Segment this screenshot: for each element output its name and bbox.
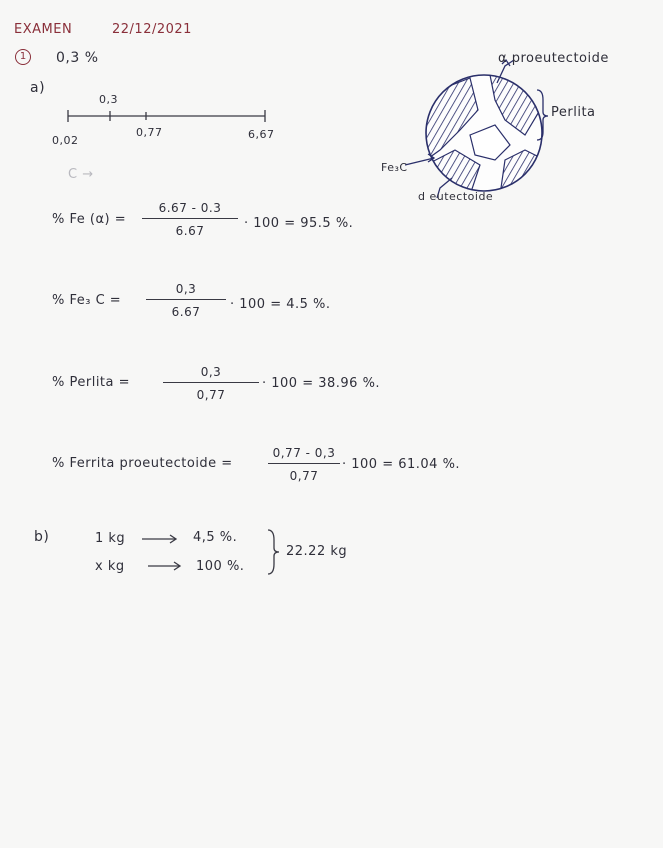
axis-label-end: 6,67 [248,128,275,141]
part-b-label: b) [34,529,50,545]
axis-label-mid: 0,77 [136,126,163,139]
alpha-proeutectoid-label: α proeutectoide [498,51,609,66]
fe-alpha-denominator: 6.67 [175,224,205,238]
fe3c-lhs: % Fe₃ C = [52,293,122,308]
fe-alpha-result: · 100 = 95.5 %. [244,216,354,231]
part-a-label: a) [30,80,46,96]
exam-title: EXAMEN [14,22,73,37]
fe-alpha-lhs: % Fe (α) = [52,212,127,227]
exam-date: 22/12/2021 [112,22,192,37]
fe-alpha-numerator: 6.67 - 0.3 [158,201,222,215]
perlita-label: Perlita [551,105,596,120]
axis-label-start: 0,02 [52,134,79,147]
fe3c-label: Fe₃C [381,161,408,174]
carbon-arrow-note: C → [68,167,94,182]
ferrita-result: · 100 = 61.04 %. [342,457,461,472]
deutectoid-label: d eutectoide [418,190,494,203]
perlita-denominator: 0,77 [196,388,226,402]
perlita-lhs: % Perlita = [52,375,131,390]
perlita-numerator: 0,3 [200,365,222,379]
given-carbon: 0,3 % [56,50,99,66]
fe3c-denominator: 6.67 [171,305,201,319]
fe3c-numerator: 0,3 [175,282,197,296]
axis-label-above: 0,3 [99,93,118,106]
rule-row2-right: 100 %. [196,559,245,574]
ferrita-denominator: 0,77 [289,469,319,483]
ferrita-numerator: 0,77 - 0,3 [272,446,336,460]
rule-row1-left: 1 kg [95,531,126,546]
rule-row2-left: x kg [95,559,125,574]
part-b-result: 22.22 kg [286,544,348,559]
question-number: 1 [15,49,31,65]
perlita-result: · 100 = 38.96 %. [262,376,381,391]
rule-row1-right: 4,5 %. [193,530,238,545]
fe3c-result: · 100 = 4.5 %. [230,297,331,312]
ferrita-lhs: % Ferrita proeutectoide = [52,456,233,471]
